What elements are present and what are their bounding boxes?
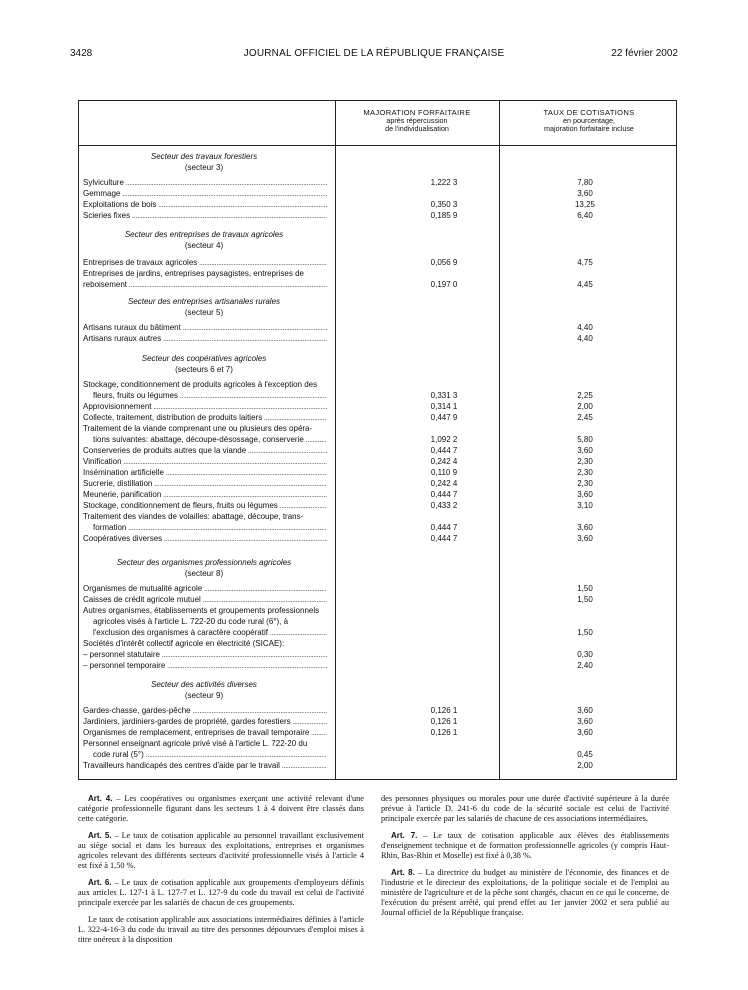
table-row: Entreprises de jardins, entreprises paysagistes, entreprises de — [83, 269, 304, 278]
section-heading: Secteur des travaux forestiers (secteur 3) — [150, 152, 258, 172]
table-row: Collecte, traitement, distribution de produits laitiers ..... 0,447 9 2,45 — [79, 412, 678, 423]
table-row: tions suivantes: abattage, découpe-désossage, conserverie ..... 1,092 2 5,80 — [79, 434, 678, 445]
table-row: Vinification ..... 0,242 4 2,30 — [79, 456, 678, 467]
table-row: formation ..... 0,444 7 3,60 — [79, 522, 678, 533]
table-row: Personnel enseignant agricole privé visé à l'article L. 722-20 du — [83, 739, 308, 748]
table-row: code rural (5°) ..... 0,45 — [79, 749, 678, 760]
section-heading: Secteur des organismes professionnels agricoles (secteur 8) — [116, 558, 292, 578]
table-row: Sociétés d'intérêt collectif agricole en électricité (SICAE): — [83, 639, 285, 648]
publication-date: 22 février 2002 — [611, 48, 678, 59]
article-6-second-paragraph: Le taux de cotisation applicable aux associations intermédiaires définies à l'article L. 322-4-16-3 du code du travail au titre des personnes dépourvues d'emploi mises à titre onéreux à la disposition — [78, 915, 364, 944]
table-row: Caisses de crédit agricole mutuel ..... 1,50 — [79, 594, 678, 605]
table-row: – personnel temporaire ..... 2,40 — [79, 660, 678, 671]
section-heading: Secteur des entreprises artisanales rurales (secteur 5) — [127, 297, 281, 317]
article-4: Art. 4. – Les coopératives ou organismes exerçant une activité relevant d'une catégorie professionnelle figurant dans les secteurs 1 à 4 doivent être classés dans cette catégorie. — [78, 794, 364, 823]
table-row: Meunerie, panification ..... 0,444 7 3,60 — [79, 489, 678, 500]
page-number: 3428 — [70, 48, 93, 59]
right-text-column — [381, 794, 669, 925]
table-row: Organismes de remplacement, entreprises de travail temporaire ..... 0,126 1 3,60 — [79, 727, 678, 738]
article-5: Art. 5. – Le taux de cotisation applicable au personnel travaillant exclusivement au siège social et dans les bureaux des exploitations, entreprises et organismes agricoles relevant des différents secteurs d'activité professionnelle visés à l'article 4 est fixé à 1,50 %. — [78, 831, 364, 870]
table-row: Artisans ruraux autres ..... 4,40 — [79, 333, 678, 344]
section-heading: Secteur des entreprises de travaux agricoles (secteur 4) — [124, 230, 284, 250]
article-6-continued: des personnes physiques ou morales pour une durée d'activité supérieure à la durée prévue à l'article D. 241-6 du code de la sécurité sociale est celui de l'activité principale exercée par les salariés de chacune de ces associations intermédiaires. — [381, 794, 669, 823]
article-6: Art. 6. – Le taux de cotisation applicable aux groupements d'employeurs définis aux articles L. 127-1 à L. 127-7 et L. 127-9 du code du travail est celui de l'activité principale exercée par les salariés de chacun de ces groupements. — [78, 878, 364, 907]
table-row: reboisement ..... 0,197 0 4,45 — [79, 279, 678, 290]
table-row: Traitement des viandes de volailles: abattage, découpe, trans- — [83, 512, 304, 521]
table-row: Exploitations de bois ..... 0,350 3 13,25 — [79, 199, 678, 210]
table-row: Gardes-chasse, gardes-pêche ..... 0,126 1 3,60 — [79, 705, 678, 716]
column-header-taux: TAUX DE COTISATIONS en pourcentage, majoration forfaitaire incluse — [543, 108, 635, 133]
table-row: Coopératives diverses ..... 0,444 7 3,60 — [79, 533, 678, 544]
table-row: Stockage, conditionnement de fleurs, fruits ou légumes ..... 0,433 2 3,10 — [79, 500, 678, 511]
table-row: Insémination artificielle ..... 0,110 9 2,30 — [79, 467, 678, 478]
article-7: Art. 7. – Le taux de cotisation applicable aux élèves des établissements d'enseignement technique et de formation professionnelle agricoles (y compris Haut-Rhin, Bas-Rhin et Moselle) est fixé à 0,38 %. — [381, 831, 669, 860]
table-row: fleurs, fruits ou légumes ..... 0,331 3 2,25 — [79, 390, 678, 401]
page-header — [70, 48, 678, 62]
table-row: Artisans ruraux du bâtiment ..... 4,40 — [79, 322, 678, 333]
table-row: Sylviculture ..... 1,222 3 7,80 — [79, 177, 678, 188]
table-row: Autres organismes, établissements et groupements professionnels — [83, 606, 320, 615]
table-row: Travailleurs handicapés des centres d'aide par le travail ..... 2,00 — [79, 760, 678, 771]
table-row: Approvisionnement ..... 0,314 1 2,00 — [79, 401, 678, 412]
left-text-column — [78, 794, 364, 952]
table-row: – personnel statutaire ..... 0,30 — [79, 649, 678, 660]
section-heading: Secteur des coopératives agricoles (secteurs 6 et 7) — [141, 354, 267, 374]
table-row: Jardiniers, jardiniers-gardes de propriété, gardes forestiers ..... 0,126 1 3,60 — [79, 716, 678, 727]
table-row: Conserveries de produits autres que la viande ..... 0,444 7 3,60 — [79, 445, 678, 456]
table-row: Gemmage ..... 3,60 — [79, 188, 678, 199]
column-header-majoration: MAJORATION FORFAITAIRE après répercussion de l'individualisation — [363, 108, 471, 133]
table-row: Scieries fixes ..... 0,185 9 6,40 — [79, 210, 678, 221]
section-heading: Secteur des activités diverses (secteur 9) — [151, 680, 257, 700]
table-row: Sucrerie, distillation ..... 0,242 4 2,30 — [79, 478, 678, 489]
table-row: l'exclusion des organismes à caractère coopératif ..... 1,50 — [79, 627, 678, 638]
header-divider — [79, 145, 676, 146]
table-row: Organismes de mutualité agricole ..... 1,50 — [79, 583, 678, 594]
article-8: Art. 8. – La directrice du budget au ministère de l'économie, des finances et de l'industrie et le directeur des exploitations, de la politique sociale et de l'emploi au ministère de l'agriculture et de la pêche sont chargés, chacun en ce qui le concerne, de l'exécution du présent arrêté, qui prend effet au 1er janvier 2002 et sera publié au Journal officiel de la République française. — [381, 868, 670, 917]
table-row: Entreprises de travaux agricoles ..... 0,056 9 4,75 — [79, 257, 678, 268]
table-row: agricoles visés à l'article L. 722-20 du code rural (6°), à — [93, 617, 289, 626]
table-row: Traitement de la viande comprenant une ou plusieurs des opéra- — [83, 424, 313, 433]
table-row: Stockage, conditionnement de produits agricoles à l'exception des — [83, 380, 318, 389]
contribution-rates-table — [78, 100, 677, 780]
journal-title: JOURNAL OFFICIEL DE LA RÉPUBLIQUE FRANÇAISE — [243, 48, 505, 59]
